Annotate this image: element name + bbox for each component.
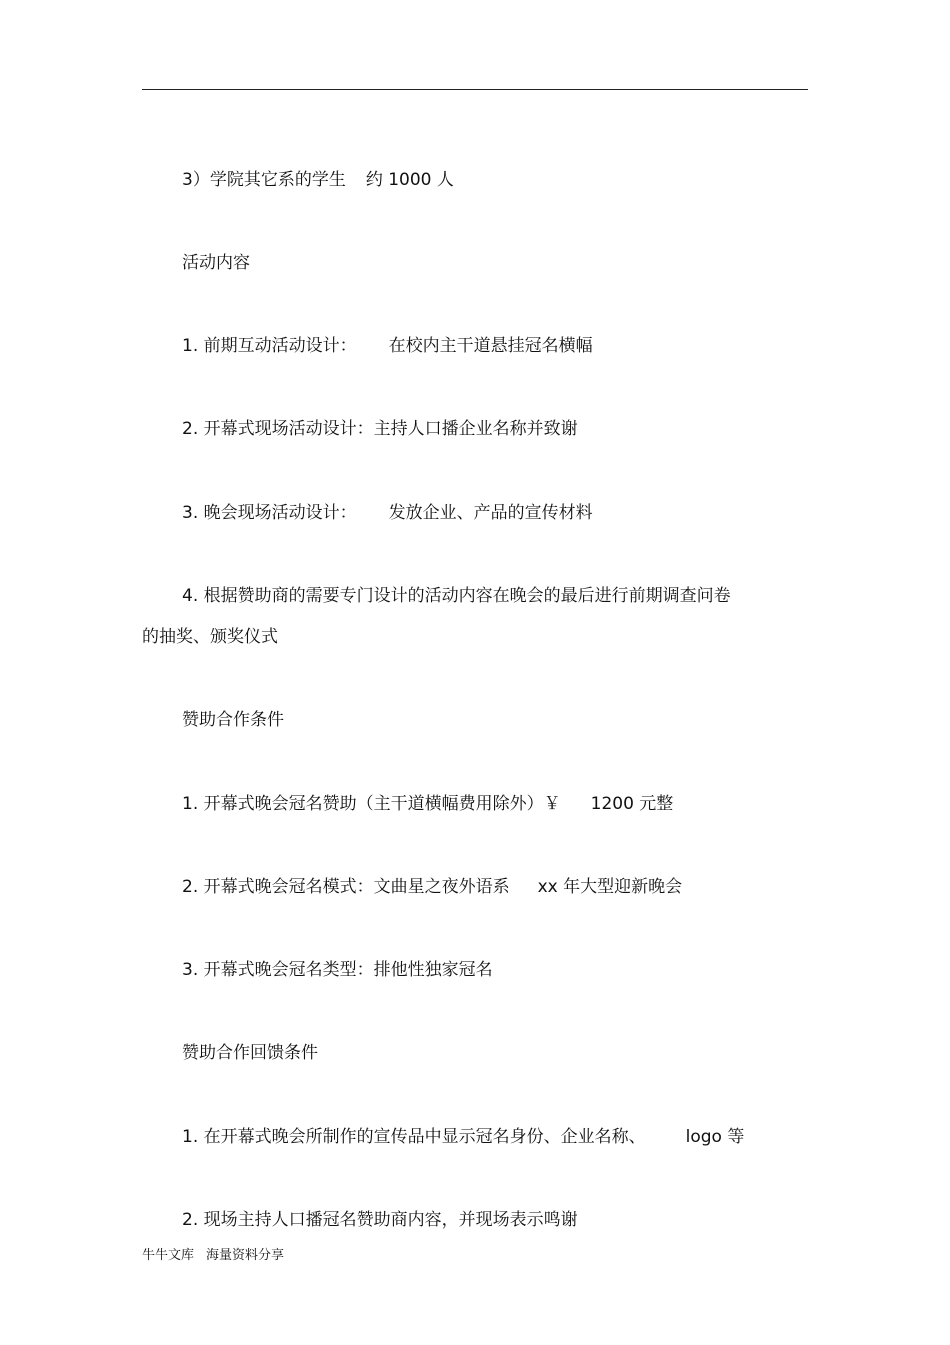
activity-item-1	[182, 335, 593, 357]
sponsorship-item-2	[182, 876, 682, 898]
activity-item-1-value: 在校内主干道悬挂冠名横幅	[388, 336, 593, 356]
activity-item-4-continued: 的抽奖、颁奖仪式	[142, 627, 278, 647]
activity-item-2: 2. 开幕式现场活动设计：主持人口播企业名称并致谢	[182, 419, 578, 439]
sponsorship-item-1-amount: 1200 元整	[590, 794, 674, 814]
section-heading-activity: 活动内容	[182, 253, 250, 273]
feedback-item-1-label: 1. 在开幕式晚会所制作的宣传品中显示冠名身份、企业名称、	[182, 1127, 646, 1147]
sponsorship-item-1	[182, 793, 673, 815]
activity-item-3	[182, 502, 593, 524]
feedback-item-1	[182, 1126, 744, 1148]
audience-line	[182, 169, 454, 191]
activity-item-4: 4. 根据赞助商的需要专门设计的活动内容在晚会的最后进行前期调查问卷	[182, 586, 731, 606]
footer-brand: 牛牛文库	[142, 1248, 195, 1263]
audience-label: 3）学院其它系的学生	[182, 170, 346, 190]
feedback-item-1-value: logo 等	[685, 1127, 745, 1147]
section-heading-feedback: 赞助合作回馈条件	[182, 1043, 318, 1063]
sponsorship-item-3: 3. 开幕式晚会冠名类型：排他性独家冠名	[182, 960, 493, 980]
section-heading-sponsorship: 赞助合作条件	[182, 710, 284, 730]
footer-tagline: 海量资料分享	[206, 1248, 285, 1263]
header-rule	[142, 89, 808, 90]
activity-item-3-value: 发放企业、产品的宣传材料	[388, 503, 593, 523]
audience-count: 约 1000 人	[365, 170, 454, 190]
sponsorship-item-2-value: xx 年大型迎新晚会	[537, 877, 683, 897]
feedback-item-2: 2. 现场主持人口播冠名赞助商内容，并现场表示鸣谢	[182, 1210, 578, 1230]
sponsorship-item-2-label: 2. 开幕式晚会冠名模式：文曲星之夜外语系	[182, 877, 510, 897]
activity-item-1-label: 1. 前期互动活动设计：	[182, 336, 357, 356]
page-footer	[142, 1247, 284, 1265]
activity-item-3-label: 3. 晚会现场活动设计：	[182, 503, 357, 523]
sponsorship-item-1-label: 1. 开幕式晚会冠名赞助（主干道横幅费用除外）￥	[182, 794, 561, 814]
